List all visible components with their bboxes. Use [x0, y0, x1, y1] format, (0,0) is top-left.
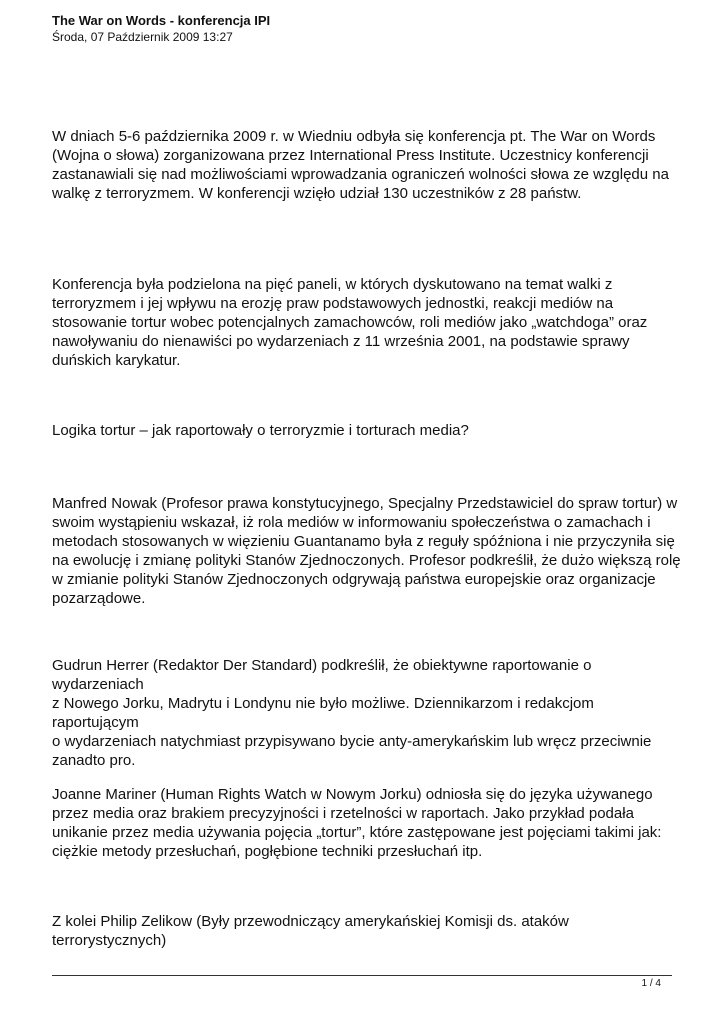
paragraph-herrer: Gudrun Herrer (Redaktor Der Standard) podkreślił, że obiektywne raportowanie o wydarzeniach z Nowego Jorku, Madrytu i Londynu nie było możliwe. Dziennikarzom i redakcjom raportującym o wydarzeniach natychmiast przypisywano bycie anty-amerykańskim lub wręcz przeciwnie zanadto pro. [52, 657, 652, 769]
paragraph-mariner: Joanne Mariner (Human Rights Watch w Nowym Jorku) odniosła się do języka używanego przez media oraz brakiem precyzyjności i rzetelności w raportach. Jako przykład podała unikanie przez media używania pojęcia „tortur”, które zastępowane jest pojęciami takimi jak: ciężkie metody przesłuchań, pogłębione techniki przesłuchań itp. [52, 786, 662, 860]
document-title: The War on Words - konferencja IPI [52, 13, 271, 28]
document-date: Środa, 07 Październik 2009 13:27 [52, 30, 233, 44]
paragraph-panels: Konferencja była podzielona na pięć paneli, w których dyskutowano na temat walki z terroryzmem i jej wpływu na erozję praw podstawowych jednostki, reakcji mediów na stosowanie tortur wobec potencjalnych zamachowców, roli mediów jako „watchdoga” oraz nawoływaniu do nienawiści po wydarzeniach z 11 września 2001, na podstawie sprawy duńskich karykatur. [52, 276, 648, 369]
paragraph-nowak: Manfred Nowak (Profesor prawa konstytucyjnego, Specjalny Przedstawiciel do spraw tortur) w swoim wystąpieniu wskazał, iż rola mediów w informowaniu społeczeństwa o zamachach i metodach stosowanych w więzieniu Guantanamo była z reguły spóźniona i nie przyczyniła się na ewolucję i zmianę polityki Stanów Zjednoczonych. Profesor podkreślił, że dużo większą rolę w zmianie polityki Stanów Zjednoczonych odgrywają państwa europejskie oraz organizacje pozarządowe. [52, 495, 681, 607]
paragraph-section-heading: Logika tortur – jak raportowały o terroryzmie i torturach media? [52, 422, 469, 439]
paragraph-zelikow: Z kolei Philip Zelikow (Były przewodniczący amerykańskiej Komisji ds. ataków terrorystycznych) [52, 913, 569, 949]
paragraph-intro: W dniach 5-6 października 2009 r. w Wiedniu odbyła się konferencja pt. The War on Words (Wojna o słowa) zorganizowana przez International Press Institute. Uczestnicy konferencji zastanawiali się nad możliwościami wprowadzania ograniczeń wolności słowa ze względu na walkę z terroryzmem. W konferencji wzięło udział 130 uczestników z 28 państw. [52, 128, 669, 202]
page-number: 1 / 4 [641, 978, 661, 989]
footer-divider [52, 975, 672, 976]
